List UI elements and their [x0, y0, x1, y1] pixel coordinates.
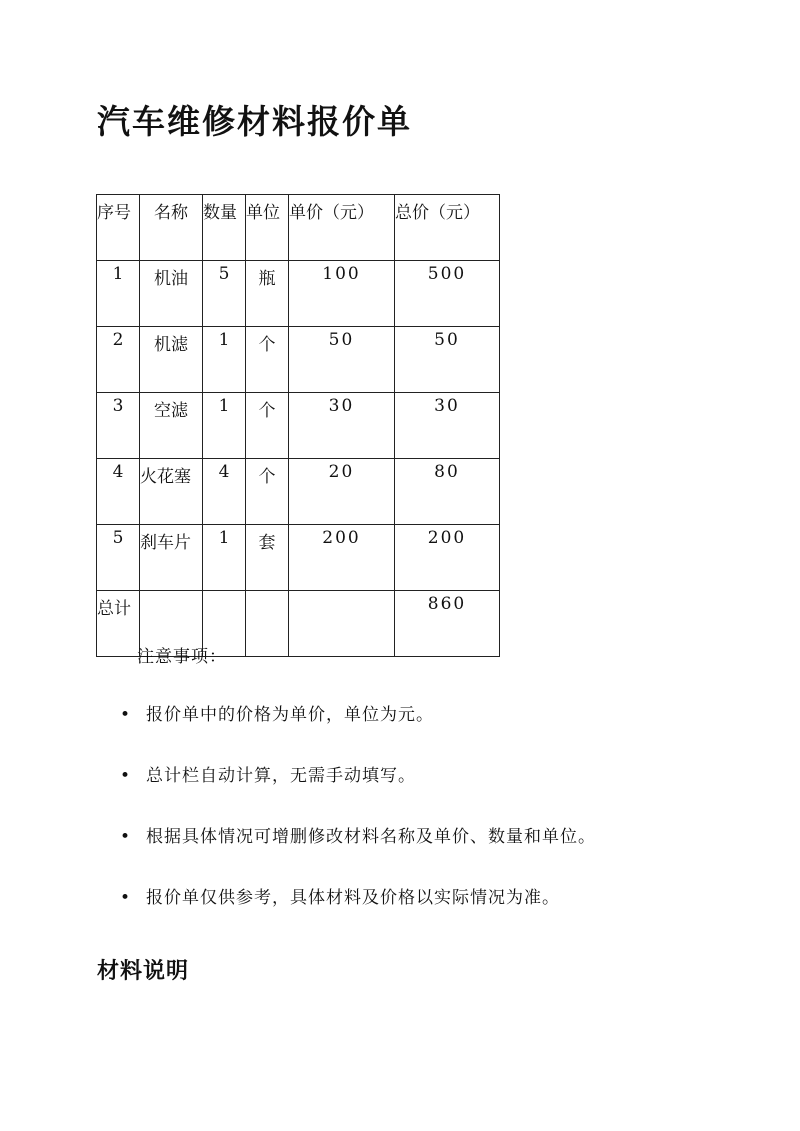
cell-total-price: 200 [395, 525, 500, 591]
cell-quantity: 4 [203, 459, 246, 525]
cell-total-price: 500 [395, 261, 500, 327]
cell-unit-price: 30 [289, 393, 395, 459]
cell-unit: 个 [246, 393, 289, 459]
table-row [97, 261, 500, 327]
cell-quantity: 1 [203, 327, 246, 393]
section-title-materials: 材料说明 [97, 959, 190, 984]
cell-unit: 瓶 [246, 261, 289, 327]
cell-total-price: 30 [395, 393, 500, 459]
header-cell-unit: 单位 [246, 195, 289, 261]
header-cell-index: 序号 [97, 195, 140, 261]
cell-unit-price: 100 [289, 261, 395, 327]
note-text: 总计栏自动计算，无需手动填写。 [146, 766, 416, 786]
bullet-icon: • [120, 766, 132, 786]
table-row [97, 327, 500, 393]
page-title: 汽车维修材料报价单 [97, 102, 412, 141]
bullet-icon: • [120, 705, 132, 725]
table-row [97, 525, 500, 591]
cell-quantity: 1 [203, 525, 246, 591]
cell-quantity: 5 [203, 261, 246, 327]
cell-unit-price: 200 [289, 525, 395, 591]
header-cell-name: 名称 [140, 195, 203, 261]
note-text: 报价单仅供参考，具体材料及价格以实际情况为准。 [146, 888, 560, 908]
bullet-icon: • [120, 827, 132, 847]
header-cell-total-price: 总价（元） [395, 195, 500, 261]
table-row [97, 459, 500, 525]
list-item [120, 749, 760, 810]
total-label: 总计 [97, 591, 140, 657]
cell-name: 刹车片 [140, 525, 203, 591]
cell-unit-price: 20 [289, 459, 395, 525]
cell-unit: 个 [246, 459, 289, 525]
list-item [120, 810, 760, 871]
total-cell-empty [246, 591, 289, 657]
cell-unit: 套 [246, 525, 289, 591]
cell-name: 火花塞 [140, 459, 203, 525]
cell-index: 5 [97, 525, 140, 591]
cell-name: 空滤 [140, 393, 203, 459]
cell-name: 机油 [140, 261, 203, 327]
table-row [97, 393, 500, 459]
quote-table [96, 194, 500, 657]
cell-total-price: 80 [395, 459, 500, 525]
note-text: 根据具体情况可增删修改材料名称及单价、数量和单位。 [146, 827, 596, 847]
bullet-icon: • [120, 888, 132, 908]
cell-unit-price: 50 [289, 327, 395, 393]
list-item [120, 871, 760, 932]
cell-total-price: 50 [395, 327, 500, 393]
cell-quantity: 1 [203, 393, 246, 459]
cell-index: 2 [97, 327, 140, 393]
cell-unit: 个 [246, 327, 289, 393]
notes-list [120, 688, 760, 932]
header-cell-unit-price: 单价（元） [289, 195, 395, 261]
cell-index: 1 [97, 261, 140, 327]
table-header-row [97, 195, 500, 261]
cell-index: 3 [97, 393, 140, 459]
total-value: 860 [395, 591, 500, 657]
note-text: 报价单中的价格为单价，单位为元。 [146, 705, 434, 725]
total-cell-empty [289, 591, 395, 657]
header-cell-quantity: 数量 [203, 195, 246, 261]
notes-title: 注意事项： [137, 647, 227, 667]
cell-name: 机滤 [140, 327, 203, 393]
list-item [120, 688, 760, 749]
cell-index: 4 [97, 459, 140, 525]
